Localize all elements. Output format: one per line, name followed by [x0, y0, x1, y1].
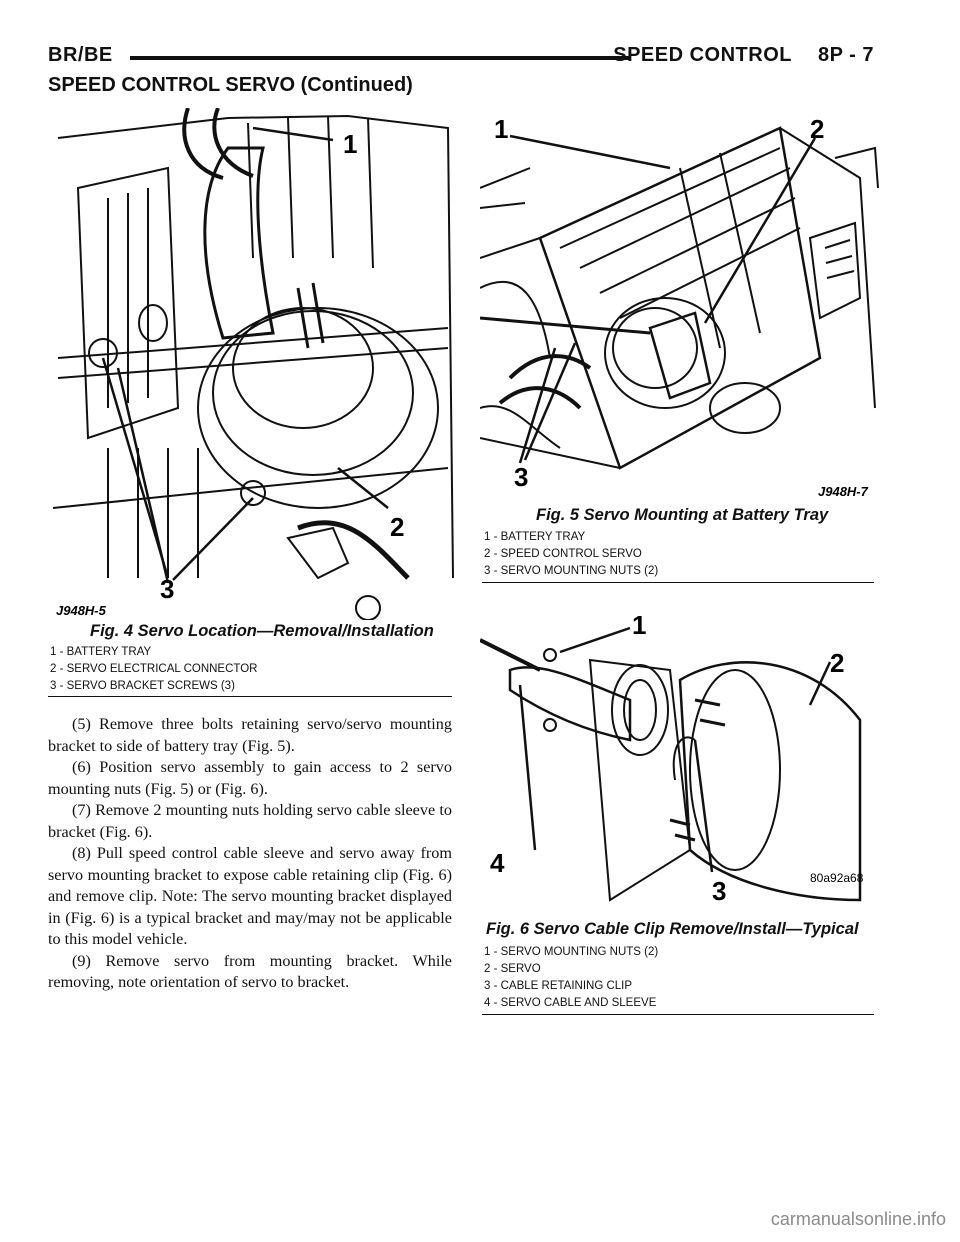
- section-title: SPEED CONTROL SERVO (Continued): [48, 74, 413, 96]
- fig6-callout-4: 4: [490, 848, 505, 878]
- header-right: [613, 44, 874, 67]
- step-9: (9) Remove servo from mounting bracket. While removing, note orientation of servo to bracket.: [48, 951, 452, 991]
- fig5-rule: [482, 582, 874, 583]
- header-section: SPEED CONTROL: [613, 44, 792, 66]
- fig6-callout-3: 3: [712, 876, 727, 906]
- fig6-code: 80a92a68: [810, 871, 864, 885]
- step-6: (6) Position servo assembly to gain access to 2 servo mounting nuts (Fig. 5) or (Fig. 6).: [48, 758, 452, 798]
- step-7: (7) Remove 2 mounting nuts holding servo cable sleeve to bracket (Fig. 6).: [48, 801, 452, 841]
- fig6-callout-2: 2: [830, 648, 845, 678]
- fig6-legend: [484, 944, 658, 1012]
- step-8: (8) Pull speed control cable sleeve and servo away from servo mounting bracket to expose cable retaining clip (Fig. 6) and remove clip. Note: The servo mounting bracket displayed in (Fig. 6) is a typical bracket and may/may not be applicable to this model vehicle.: [48, 844, 452, 948]
- header-rule: [130, 56, 630, 60]
- fig4-illustration: [48, 108, 458, 620]
- fig5-callout-3: 3: [514, 462, 529, 492]
- step-5: (5) Remove three bolts retaining servo/servo mounting bracket to side of battery tray (Fig. 5).: [48, 715, 452, 755]
- fig4-legend-item: 3 - SERVO BRACKET SCREWS (3): [50, 680, 235, 692]
- fig6-legend-item: 2 - SERVO: [484, 963, 541, 975]
- header-page-number: 8P - 7: [818, 44, 874, 66]
- fig6-legend-item: 3 - CABLE RETAINING CLIP: [484, 980, 633, 992]
- fig6-caption: Fig. 6 Servo Cable Clip Remove/Install—Typical: [486, 920, 859, 938]
- fig4-code: J948H-5: [56, 603, 106, 618]
- fig5-caption: Fig. 5 Servo Mounting at Battery Tray: [536, 506, 829, 524]
- fig5-legend-item: 1 - BATTERY TRAY: [484, 531, 586, 543]
- watermark: carmanualsonline.info: [770, 1209, 946, 1229]
- fig5-legend: [484, 529, 658, 580]
- fig6-legend-item: 1 - SERVO MOUNTING NUTS (2): [484, 946, 659, 958]
- fig4-legend-item: 1 - BATTERY TRAY: [50, 646, 152, 658]
- fig5-code: J948H-7: [818, 484, 868, 499]
- fig6-illustration: [480, 600, 880, 912]
- procedure-steps: [48, 714, 452, 994]
- fig6-callout-1: 1: [632, 610, 647, 640]
- fig5-callout-2: 2: [810, 114, 825, 144]
- fig5-illustration: [480, 108, 880, 506]
- fig4-legend: [50, 644, 257, 695]
- fig4-rule: [48, 696, 452, 697]
- fig4-callout-3: 3: [160, 574, 175, 604]
- fig4-callout-1: 1: [343, 129, 358, 159]
- fig4-legend-item: 2 - SERVO ELECTRICAL CONNECTOR: [50, 663, 258, 675]
- fig4-callout-2: 2: [390, 512, 405, 542]
- fig4-caption: Fig. 4 Servo Location—Removal/Installation: [90, 622, 434, 640]
- fig6-rule: [482, 1014, 874, 1015]
- fig5-callout-1: 1: [494, 114, 509, 144]
- header-manual-code: BR/BE: [48, 44, 113, 66]
- fig5-legend-item: 3 - SERVO MOUNTING NUTS (2): [484, 565, 659, 577]
- fig5-legend-item: 2 - SPEED CONTROL SERVO: [484, 548, 642, 560]
- fig6-legend-item: 4 - SERVO CABLE AND SLEEVE: [484, 997, 657, 1009]
